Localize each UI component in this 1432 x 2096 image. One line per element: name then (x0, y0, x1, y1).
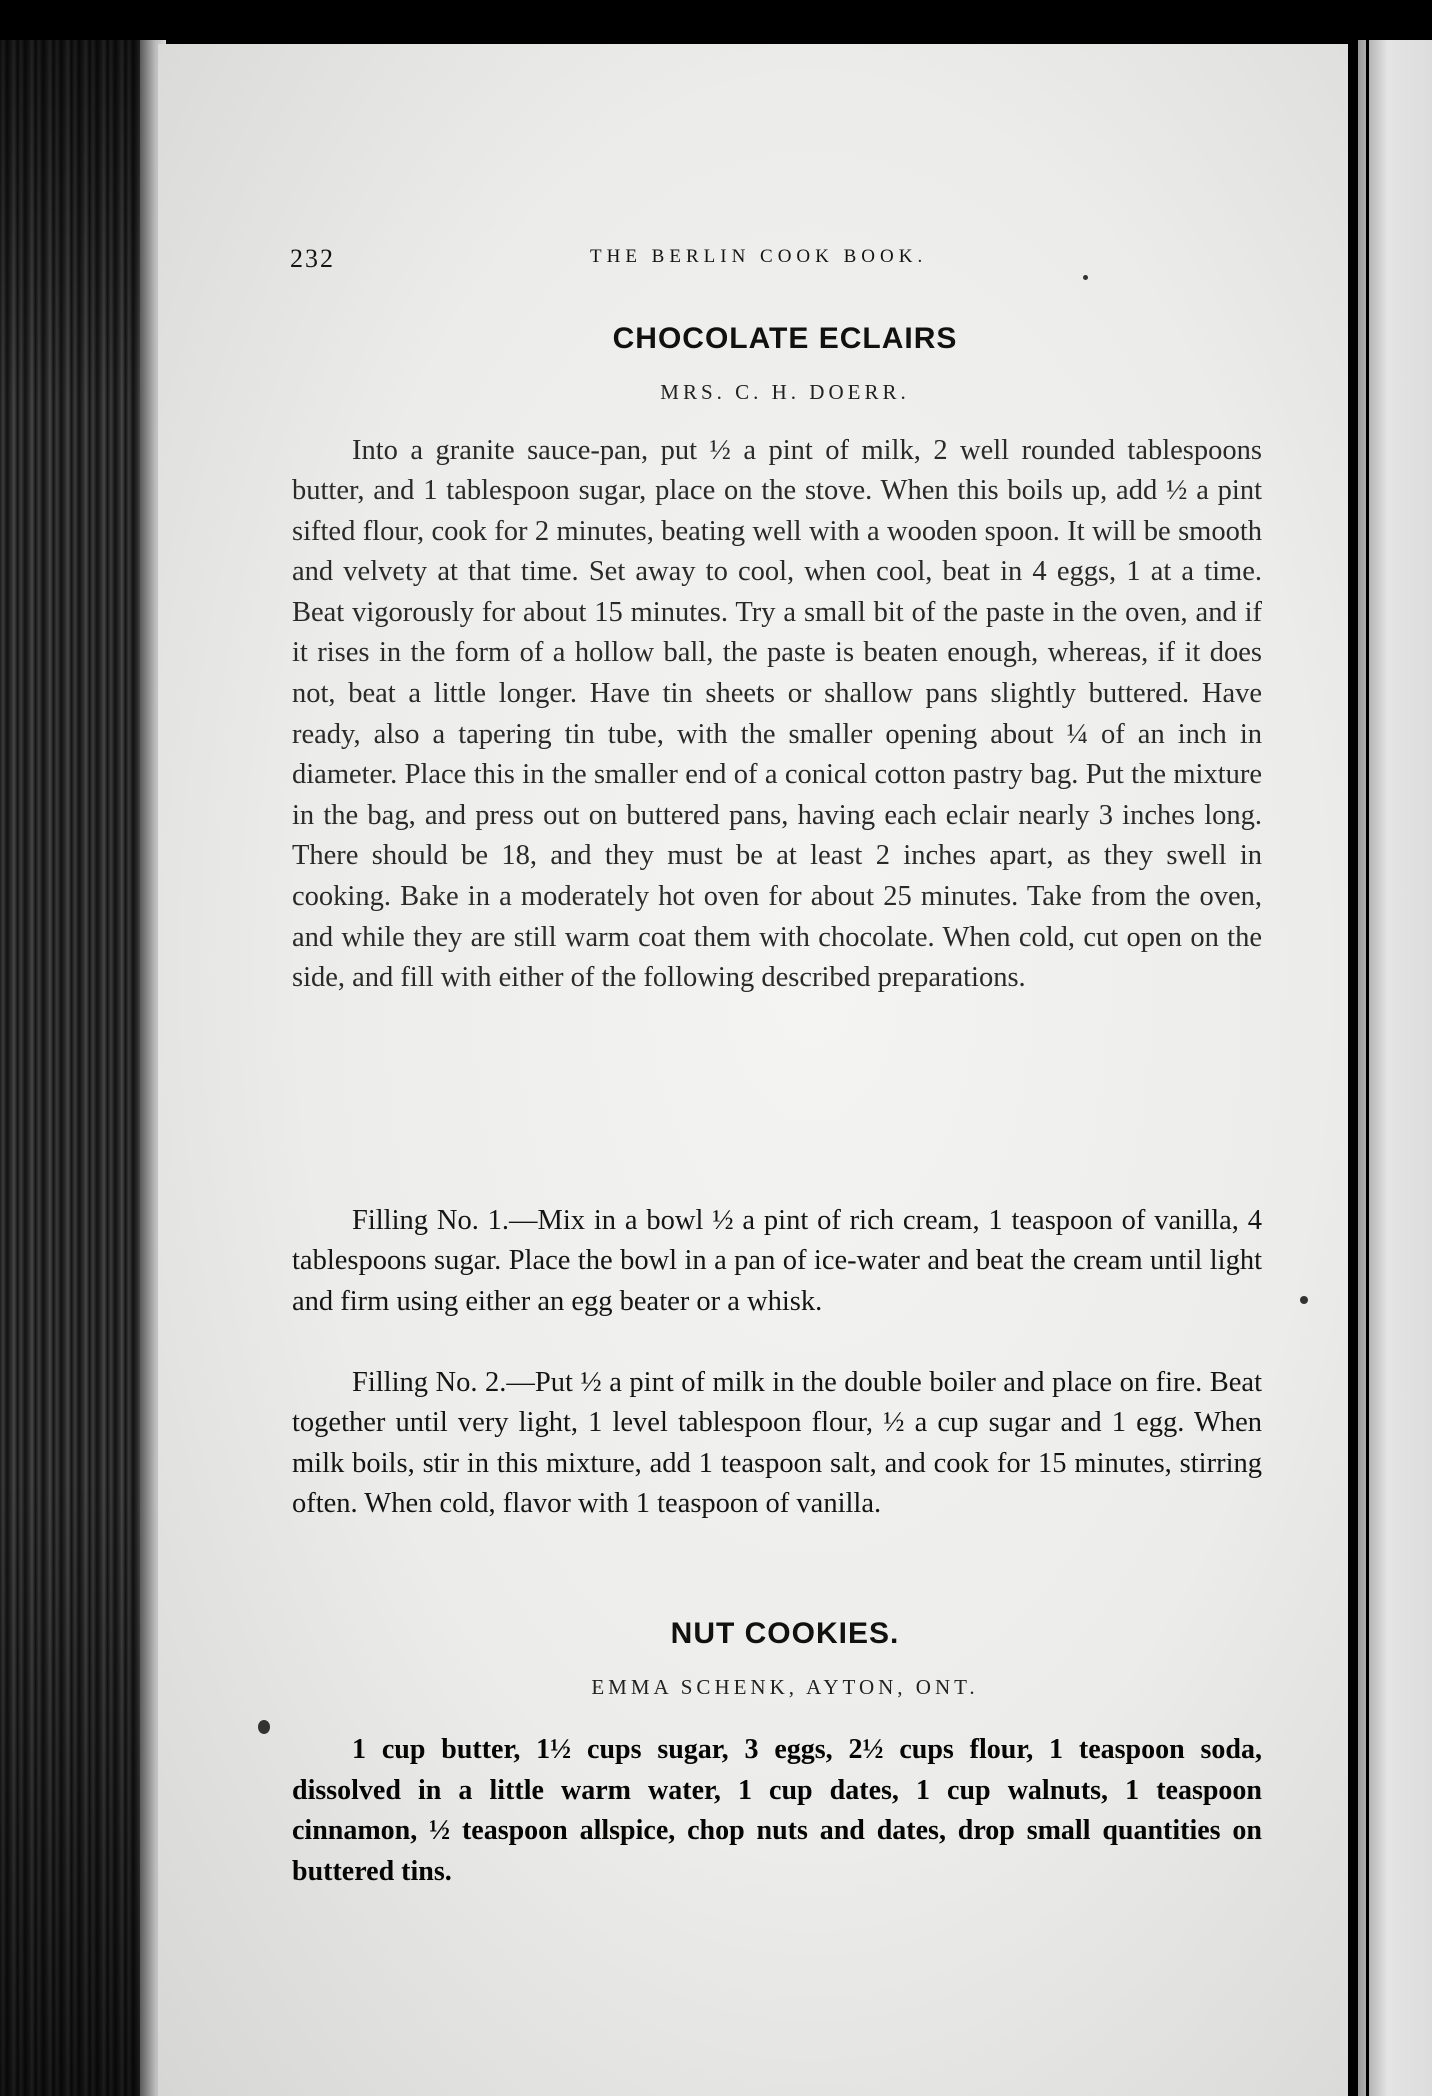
recipe-paragraph: 1 cup butter, 1½ cups sugar, 3 eggs, 2½ cups flour, 1 teaspoon soda, dissolved in a little warm water, 1 cup dates, 1 cup walnuts, 1 teaspoon cinnamon, ½ teaspoon allspice, chop nuts and dates, drop small quantities on buttered tins. (292, 1734, 1262, 1887)
recipe-paragraph: Filling No. 2.—Put ½ a pint of milk in the double boiler and place on fire. Beat together until very light, 1 level tablespoon flour, ½ a cup sugar and 1 egg. When milk boils, stir in this mixture, add 1 teaspoon salt, and cook for 15 minutes, stirring often. When cold, flavor with 1 teaspoon of vanilla. (292, 1366, 1262, 1520)
recipe-paragraph: Filling No. 1.—Mix in a bowl ½ a pint of rich cream, 1 teaspoon of vanilla, 4 tablespoons sugar. Place the bowl in a pan of ice-water and beat the cream until light and firm using either an egg beater or a whisk. (292, 1204, 1262, 1317)
scan-blemish (1300, 1296, 1308, 1304)
running-head (290, 244, 1280, 284)
recipe-author: MRS. C. H. DOERR. (660, 380, 910, 404)
spine-shadow (0, 40, 150, 2096)
recipe-author: EMMA SCHENK, AYTON, ONT. (591, 1675, 979, 1699)
recipe-title: NUT COOKIES. (670, 1617, 900, 1650)
facing-page-edge (1358, 40, 1432, 2096)
page-number: 232 (290, 244, 335, 273)
book-title: THE BERLIN COOK BOOK. (590, 246, 928, 267)
page-divider (1366, 40, 1369, 2096)
recipe-paragraph: Into a granite sauce-pan, put ½ a pint of milk, 2 well rounded tablespoons butter, and 1 tablespoon sugar, place on the stove. When this boils up, add ½ a pint sifted flour, cook for 2 minutes, beating well with a wooden spoon. It will be smooth and velvety at that time. Set away to cool, when cool, beat in 4 eggs, 1 at a time. Beat vigorously for about 15 minutes. Try a small bit of the paste in the oven, and if it rises in the form of a hollow ball, the paste is beaten enough, whereas, if it does not, beat a little longer. Have tin sheets or shallow pans slightly buttered. Have ready, also a tapering tin tube, with the smaller opening about ¼ of an inch in diameter. Place this in the smaller end of a conical cotton pastry bag. Put the mixture in the bag, and press out on buttered pans, having each eclair nearly 3 inches long. There should be 18, and they must be at least 2 inches apart, as they swell in cooking. Bake in a moderately hot oven for about 25 minutes. Take from the oven, and while they are still warm coat them with chocolate. When cold, cut open on the side, and fill with either of the following described preparations. (292, 434, 1262, 994)
recipe-title: CHOCOLATE ECLAIRS (612, 322, 958, 355)
scan-blemish (258, 1720, 270, 1734)
scan-blemish (1083, 275, 1088, 280)
